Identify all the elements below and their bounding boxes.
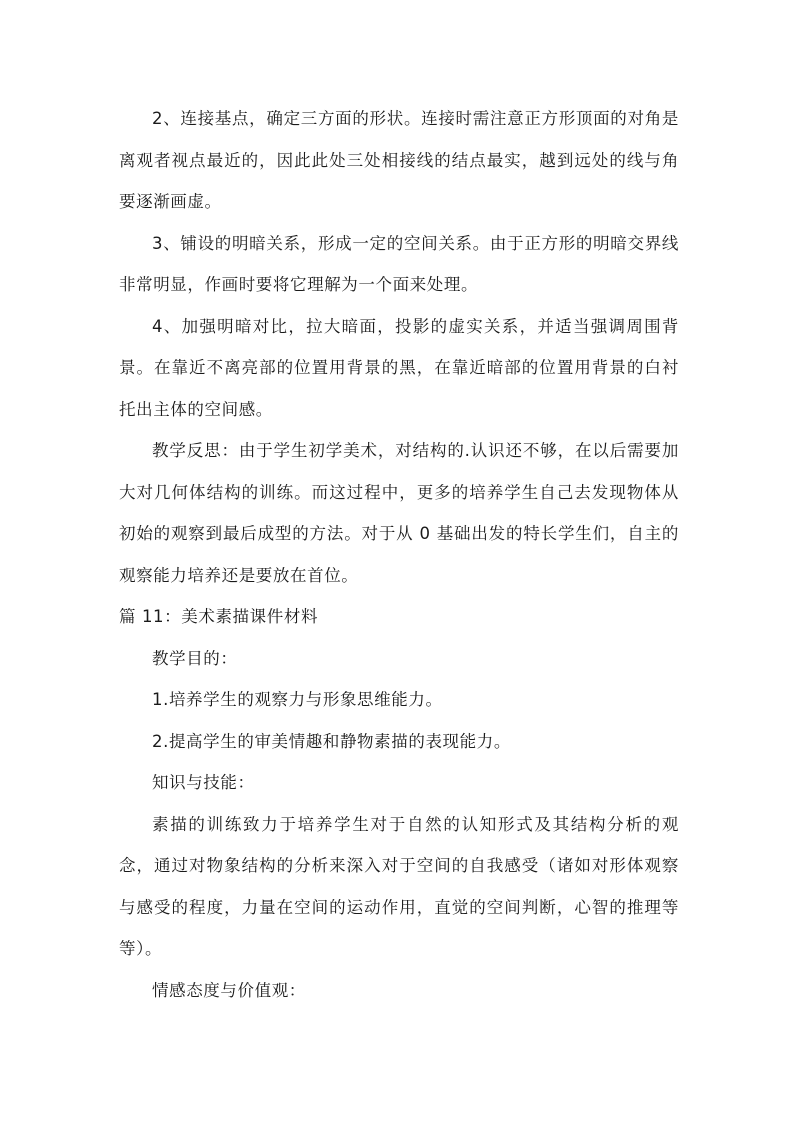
section-heading: 篇 11：美术素描课件材料 — [119, 607, 319, 626]
paragraph-step-2: 2、连接基点，确定三方面的形状。连接时需注意正方形顶面的对角是离观者视点最近的，因此此处三处相接线的结点最实，越到远处的线与角要逐渐画虚。 — [119, 109, 679, 211]
paragraph-knowledge-label: 知识与技能： — [152, 773, 255, 792]
paragraph-teaching-goal-label: 教学目的： — [152, 648, 238, 668]
paragraph-goal-2: 2.提高学生的审美情趣和静物素描的表现能力。 — [152, 731, 511, 751]
paragraph-step-4: 4、加强明暗对比，拉大暗面，投影的虚实关系，并适当强调周围背景。在靠近不离亮部的位置用背景的黑，在靠近暗部的位置用背景的白衬托出主体的空间感。 — [119, 316, 679, 419]
paragraph-step-3: 3、铺设的明暗关系，形成一定的空间关系。由于正方形的明暗交界线非常明显，作画时要将它理解为一个面来处理。 — [119, 233, 679, 294]
document-body — [119, 98, 679, 1011]
paragraph-teaching-reflection: 教学反思：由于学生初学美术，对结构的.认识还不够，在以后需要加大对几何体结构的训练。而这过程中，更多的培养学生自己去发现物体从初始的观察到最后成型的方法。对于从 0 基础出发的特长学生们，自主的观察能力培养还是要放在首位。 — [119, 441, 679, 585]
paragraph-attitude-label: 情感态度与价值观： — [152, 980, 306, 1000]
paragraph-knowledge-body: 素描的训练致力于培养学生对于自然的认知形式及其结构分析的观念，通过对物象结构的分析来深入对于空间的自我感受（诸如对形体观察与感受的程度，力量在空间的运动作用，直觉的空间判断，心智的推理等等）。 — [119, 814, 679, 958]
paragraph-goal-1: 1.培养学生的观察力与形象思维能力。 — [152, 690, 443, 709]
